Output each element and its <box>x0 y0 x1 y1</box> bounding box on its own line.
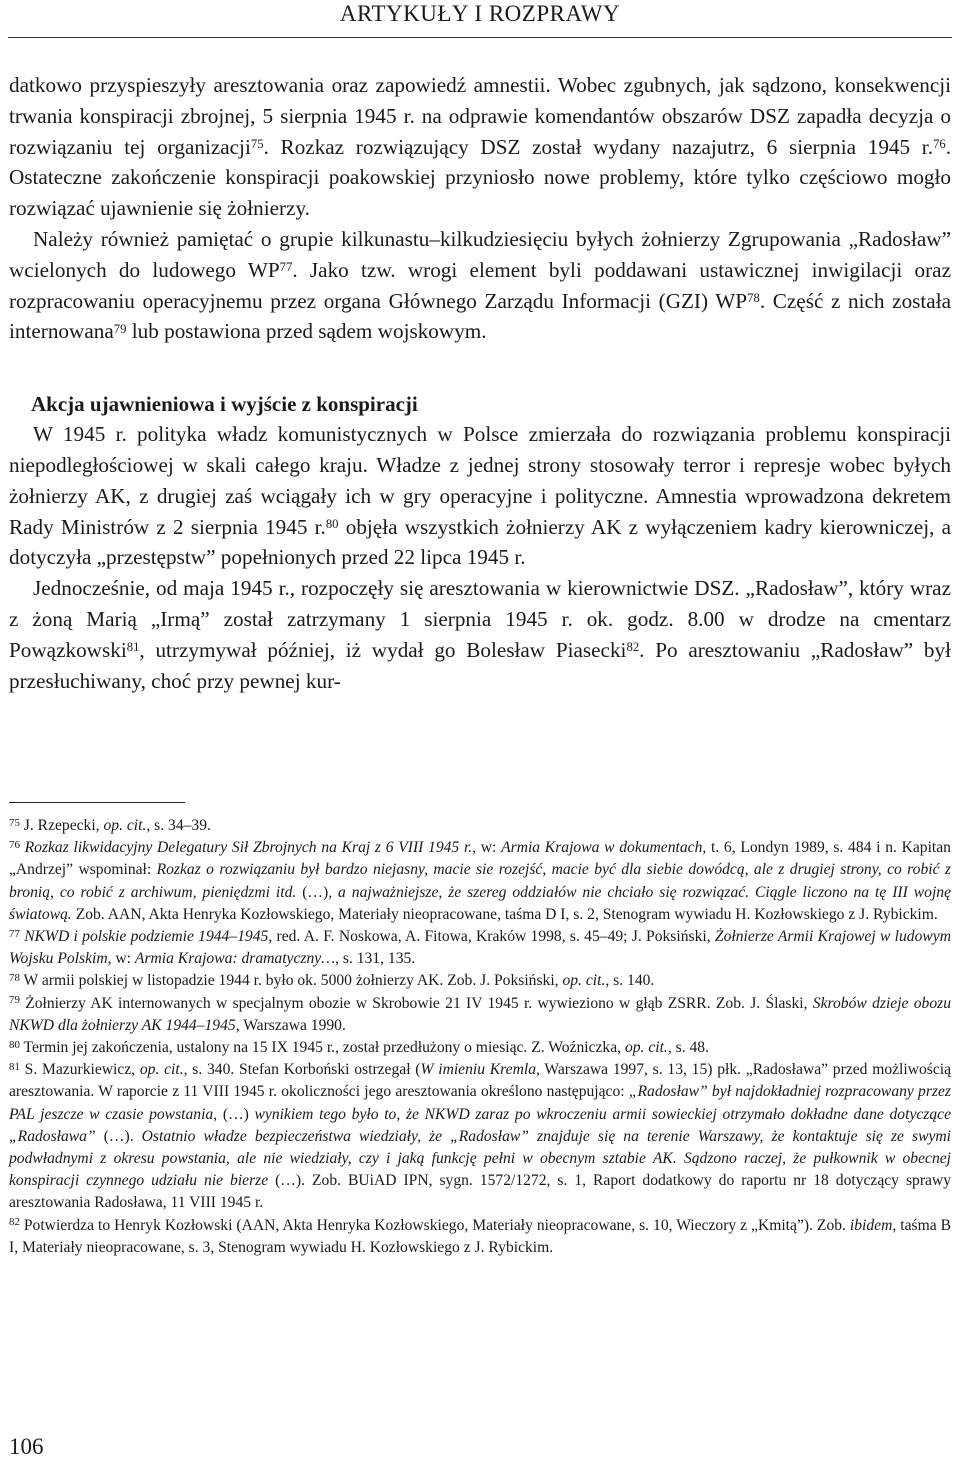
text-run: , red. A. F. Noskowa, A. Fitowa, Kraków 1998, s. 45–49; J. Poksiński, <box>268 928 715 946</box>
paragraph <box>9 419 951 573</box>
footnote-ref: 80 <box>9 1038 20 1051</box>
italic-text: op. cit. <box>624 1039 668 1057</box>
text-run: (…) <box>222 1105 255 1123</box>
text-run: J. Rzepecki, <box>19 817 104 834</box>
italic-text: wynikiem tego było to, że NKWD zaraz po wkroczeniu armii sowieckiej otrzymało dokładne dane dotyczące „Radosława” <box>9 1105 951 1145</box>
text-run: , s. 140. <box>605 972 655 990</box>
footnote-ref: 78 <box>9 972 20 985</box>
footnote-ref: 79 <box>9 994 20 1007</box>
text-run: , t. 6, Londyn 1989, s. 484 i n. Kapitan „Andrzej” wspominał: <box>9 839 951 879</box>
footnote-rule <box>9 802 185 803</box>
italic-text: NKWD i polskie podziemie 1944–1945 <box>24 928 269 946</box>
text-run: Żołnierzy AK internowanych w specjalnym obozie w Skrobowie 21 IV 1945 r. wywieziono w głąb ZSRR. Zob. J. Ślaski, <box>19 994 813 1012</box>
text-run: Termin jej zakończenia, ustalony na 15 IX 1945 r., został przedłużony o miesiąc. Z. Woźniczka, <box>19 1039 625 1057</box>
header-rule <box>8 37 952 38</box>
section-heading: Akcja ujawnieniowa i wyjście z konspiracji <box>31 392 418 417</box>
text-run: W 1945 r. polityka władz komunistycznych w Polsce zmierzała do rozwiązania problemu konspiracji niepodległościowej w skali całego kraju. Władze z jednej strony stosowały terror i represje wobec byłych żołnierzy AK, z drugiej zaś wciągały ich w gry operacyjne i polityczne. Amnestia wprowadzona dekretem Rady Ministrów z 2 sierpnia 1945 r. <box>9 422 951 539</box>
footnote-ref: 79 <box>113 321 127 336</box>
text-run: lub postawiona przed sądem wojskowym. <box>126 319 487 344</box>
footnote <box>9 926 951 970</box>
main-text <box>9 70 951 696</box>
text-run: (…). Zob. BUiAD IPN, sygn. 1572/1272, s. 1, Raport dodatkowy do raportu nr 18 dotyczący sprawy aresztowania Radosława, 11 VIII 1945 r. <box>9 1172 951 1212</box>
italic-text: Ostatnio władze bezpieczeństwa wiedziały, że „Radosław” znajduje się na terenie Warszawy, że kontaktuje się ze swymi podwładnymi z okresu powstania, ale nie wiedziały, czy i jaką funkcję pełni w obecnym sztabie AK. Sądzono raczej, że pułkownik w obecnej konspiracji czynnego udziału nie bierze <box>9 1127 951 1190</box>
footnote-ref: 77 <box>279 260 293 275</box>
footnote-ref: 82 <box>626 640 640 655</box>
italic-text: Skrobów dzieje obozu NKWD dla żołnierzy AK 1944–1945 <box>9 994 951 1034</box>
paragraph <box>9 70 951 224</box>
text-run: , s. 48. <box>667 1039 709 1057</box>
text-run: (…). <box>103 1127 142 1145</box>
footnote-ref: 82 <box>9 1216 20 1229</box>
text-run: , w: <box>472 839 502 857</box>
text-run: , taśma B I, Materiały nieopracowane, s. 3, Stenogram wywiadu H. Kozłowskiego z J. Rybickim. <box>9 1216 951 1256</box>
italic-text: op. cit. <box>139 1061 184 1079</box>
paragraph <box>9 224 951 347</box>
footnote-ref: 76 <box>9 838 20 851</box>
text-run: Potwierdza to Henryk Kozłowski (AAN, Akta Henryka Kozłowskiego, Materiały nieopracowane, s. 10, Wieczory z „Kmitą”). Zob. <box>19 1216 850 1234</box>
footnote <box>9 815 951 837</box>
italic-text: Rozkaz o rozwiązaniu był bardzo niejasny, macie sie rozejść, macie być dla siebie dowódcą, ale z drugiej strony, co robić z bronią, co robić z archiwum, pieniędzmi itd. <box>9 861 951 901</box>
text-run: datkowo przyspieszyły aresztowania oraz zapowiedź amnestii. Wobec zgubnych, jak sądzono, konsekwencji trwania konspiracji zbrojnej, 5 sierpnia 1945 r. na odprawie komendantów obszarów DSZ zapadła decyzja o rozwiązaniu tej organizacji <box>9 73 951 159</box>
running-header-title: ARTYKUŁY I ROZPRAWY <box>339 1 621 26</box>
text-run: (…) <box>302 883 329 901</box>
footnote-ref: 75 <box>250 136 264 151</box>
page-number: 106 <box>9 1434 44 1459</box>
text-run: , w: <box>107 950 135 968</box>
footnotes <box>9 815 951 1259</box>
paragraph <box>9 573 951 696</box>
italic-text: Żołnierze Armii Krajowej w ludowym Wojsku Polskim <box>9 928 951 968</box>
italic-text: op. cit. <box>562 972 606 990</box>
footnote-ref: 76 <box>933 136 946 151</box>
footnote <box>9 1037 951 1059</box>
text-run: Jednocześnie, od maja 1945 r., rozpoczęły się aresztowania w kierownictwie DSZ. „Radosław”, który wraz z żoną Marią „Irmą” został zatrzymany 1 sierpnia 1945 r. ok. godz. 8.00 w drodze na cmentarz Powązkowski <box>9 576 951 662</box>
footnote-ref: 81 <box>126 640 140 655</box>
footnote-ref: 77 <box>9 927 20 940</box>
footnote-ref: 78 <box>747 290 760 305</box>
text-run: Zob. AAN, Akta Henryka Kozłowskiego, Materiały nieopracowane, taśma D I, s. 2, Stenogram wywiadu H. Kozłowskiego z J. Rybickim. <box>71 905 938 923</box>
text-run: , Warszawa 1990. <box>235 1016 346 1034</box>
text-run: objęła wszystkich żołnierzy AK z wyłączeniem kadry kierowniczej, a dotyczyła „przestępstw” popełnionych przed 22 lipca 1945 r. <box>9 514 951 570</box>
text-run: , Warszawa 1997, s. 13, 15) płk. „Radosława” przed możliwością aresztowania. W raporcie z 11 VIII 1945 r. okoliczności jego aresztowania określono następująco: <box>9 1061 952 1101</box>
text-run: , s. 340. Stefan Korboński ostrzegał ( <box>183 1061 421 1079</box>
text-run: . Po aresztowaniu „Radosław” był przesłuchiwany, choć przy pewnej kur- <box>9 637 952 693</box>
footnote-ref: 75 <box>9 816 20 829</box>
italic-text: Armia Krajowa: dramatyczny… <box>134 950 336 968</box>
text-run: , s. 34–39. <box>146 817 211 834</box>
italic-text: Rozkaz likwidacyjny Delegatury Sił Zbrojnych na Kraj z 6 VIII 1945 r. <box>24 839 473 857</box>
italic-text: , a najważniejsze, że szereg oddziałów nie chciało się rozwiązać. Ciągle liczono na tę III wojnę światową. <box>9 883 951 923</box>
text-run: S. Mazurkiewicz, <box>19 1061 140 1079</box>
text-run: Należy również pamiętać o grupie kilkunastu–kilkudziesięciu byłych żołnierzy Zgrupowania „Radosław” wcielonych do ludowego WP <box>9 226 951 282</box>
text-run: . Ostateczne zakończenie konspiracji poakowskiej przyniosło nowe problemy, które tylko częściowo mogło rozwiązać ujawnienie się żołnierzy. <box>9 134 952 221</box>
footnote <box>9 970 951 992</box>
footnote <box>9 1215 951 1259</box>
text-run: . Jako tzw. wrogi element byli poddawani ustawicznej inwigilacji oraz rozpracowaniu operacyjnemu przez organa Głównego Zarządu Informacji (GZI) WP <box>9 257 951 313</box>
text-run: . Część z nich została internowana <box>9 288 951 344</box>
footnote <box>9 837 951 926</box>
italic-text: W imieniu Kremla <box>420 1061 536 1079</box>
footnote-ref: 81 <box>9 1060 20 1073</box>
italic-text: Armia Krajowa w dokumentach <box>501 839 703 857</box>
text-run: , utrzymywał później, iż wydał go Bolesław Piasecki <box>139 637 627 662</box>
text-run: W armii polskiej w listopadzie 1944 r. było ok. 5000 żołnierzy AK. Zob. J. Poksiński, <box>19 972 563 990</box>
text-run: . Rozkaz rozwiązujący DSZ został wydany nazajutrz, 6 sierpnia 1945 r. <box>263 134 933 159</box>
italic-text: op. cit. <box>103 817 147 834</box>
footnote <box>9 993 951 1037</box>
footnote-ref: 80 <box>325 516 339 531</box>
footnote <box>9 1059 951 1214</box>
italic-text: „Radosław” był najdokładniej rozpracowany przez PAL jeszcze w czasie powstania, <box>9 1083 951 1123</box>
text-run: , s. 131, 135. <box>335 950 416 968</box>
italic-text: ibidem <box>849 1216 893 1234</box>
